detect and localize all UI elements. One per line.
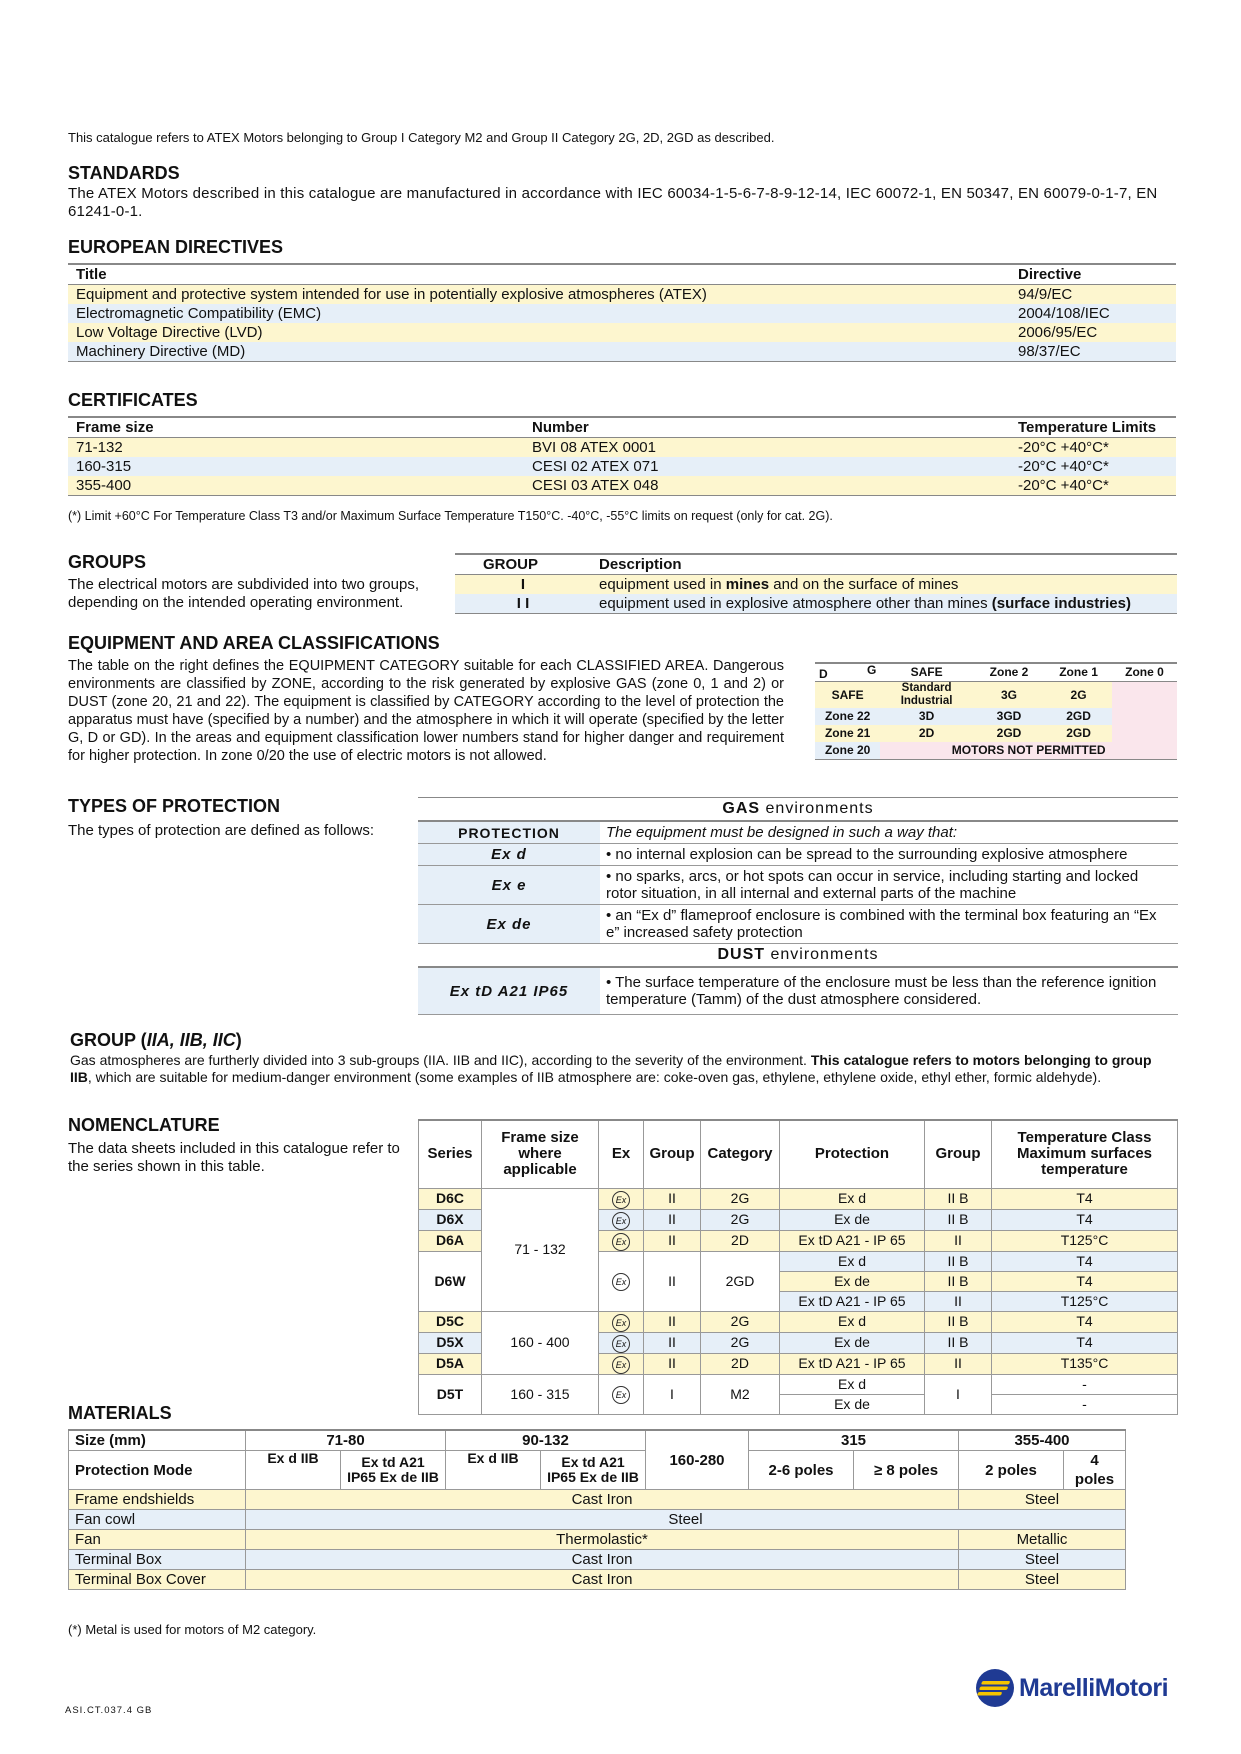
- groups-table-wrap: [455, 553, 1177, 614]
- document-code: ASI.CT.037.4 GB: [65, 1705, 153, 1716]
- intro-text: This catalogue refers to ATEX Motors belonging to Group I Category M2 and Group II Category 2G, 2D, 2GD as described.: [68, 130, 775, 145]
- table-row: 160-315 CESI 02 ATEX 071 -20°C +40°C*: [68, 457, 1176, 476]
- ex-symbol-icon: Ex: [612, 1386, 630, 1404]
- table-row: Low Voltage Directive (LVD) 2006/95/EC: [68, 323, 1176, 342]
- nomenclature-title: NOMENCLATURE: [68, 1115, 220, 1135]
- protection-text: The types of protection are defined as follows:: [68, 822, 375, 839]
- table-row: 355-400 CESI 03 ATEX 048 -20°C +40°C*: [68, 476, 1176, 496]
- table-row: Equipment and protective system intended for use in potentially explosive atmospheres (ATEX) 94/9/EC: [68, 285, 1176, 305]
- ex-symbol-icon: Ex: [612, 1191, 630, 1209]
- ex-symbol-icon: Ex: [612, 1212, 630, 1230]
- table-row: Ex tD A21 IP65 • The surface temperature of the enclosure must be less than the reference ignition temperature (Tamm) of the dust atmosphere considered.: [418, 967, 1178, 1015]
- certificates-table: [68, 416, 1176, 496]
- table-row: Ex e • no sparks, arcs, or hot spots can occur in service, including starting and locked rotor situation, in all internal and external parts of the machine: [418, 866, 1178, 905]
- certificates-table-wrap: [68, 416, 1176, 496]
- table-row: Ex tD A21 - IP 65 II T125°C: [419, 1291, 1178, 1311]
- brand-logo: [975, 1668, 1168, 1708]
- ex-symbol-icon: Ex: [612, 1273, 630, 1291]
- table-row: D5C 160 - 400 Ex II 2G Ex d II B T4: [419, 1311, 1178, 1332]
- directives-header-title: Title: [68, 264, 1010, 285]
- table-row: Terminal Box Cast Iron Steel: [69, 1550, 1126, 1570]
- ex-symbol-icon: Ex: [612, 1314, 630, 1332]
- zone-table: D G SAFE Zone 2 Zone 1 Zone 0 SAFE Standard Industrial 3G 2G Zone 22 3D 3GD 2GD Zone 21 2D 2GD 2GD Zone 20 MOTORS NOT PERMITTED: [815, 662, 1177, 760]
- ex-symbol-icon: Ex: [612, 1233, 630, 1251]
- table-row: Ex de II B T4: [419, 1271, 1178, 1291]
- table-row: D5T 160 - 315 Ex I M2 Ex d I -: [419, 1374, 1178, 1394]
- table-row: D6C 71 - 132 Ex II 2G Ex d II B T4: [419, 1188, 1178, 1209]
- table-row: I I equipment used in explosive atmosphere other than mines (surface industries): [455, 594, 1177, 614]
- ex-symbol-icon: Ex: [612, 1356, 630, 1374]
- subgroup-title: GROUP (IIA, IIB, IIC): [70, 1030, 242, 1050]
- cert-header-frame: Frame size: [68, 417, 524, 438]
- cert-header-temp: Temperature Limits: [1010, 417, 1176, 438]
- table-row: Fan Thermolastic* Metallic: [69, 1530, 1126, 1550]
- table-row: 71-132 BVI 08 ATEX 0001 -20°C +40°C*: [68, 438, 1176, 458]
- certificates-title: CERTIFICATES: [68, 390, 198, 410]
- table-row: Machinery Directive (MD) 98/37/EC: [68, 342, 1176, 362]
- groups-text: The electrical motors are subdivided into two groups, depending on the intended operating environment.: [68, 576, 420, 611]
- groups-header-desc: Description: [591, 554, 1177, 575]
- materials-table-wrap: [68, 1429, 1126, 1590]
- classification-title: EQUIPMENT AND AREA CLASSIFICATIONS: [68, 633, 440, 653]
- table-row: Ex d • no internal explosion can be spread to the surrounding explosive atmosphere: [418, 844, 1178, 866]
- col-intro: The equipment must be designed in such a way that:: [600, 821, 1178, 844]
- table-row: D6X Ex II 2G Ex de II B T4: [419, 1209, 1178, 1230]
- directives-table-wrap: [68, 263, 1176, 362]
- directives-title: EUROPEAN DIRECTIVES: [68, 237, 284, 257]
- table-row: Frame endshields Cast Iron Steel: [69, 1490, 1126, 1510]
- table-row: Ex de • an “Ex d” flameproof enclosure is combined with the terminal box featuring an “Ex e” increased safety protection: [418, 905, 1178, 944]
- brand-name: MarelliMotori: [1019, 1673, 1169, 1702]
- table-row: D5A Ex II 2D Ex tD A21 - IP 65 II T135°C: [419, 1353, 1178, 1374]
- table-row: Terminal Box Cover Cast Iron Steel: [69, 1570, 1126, 1590]
- marelli-logo-icon: [975, 1668, 1015, 1708]
- table-row: Zone 22 3D 3GD 2GD: [815, 708, 1177, 725]
- materials-title: MATERIALS: [68, 1403, 172, 1423]
- table-row: Ex de -: [419, 1394, 1178, 1414]
- groups-table: [455, 553, 1177, 614]
- directives-header-directive: Directive: [1010, 264, 1176, 285]
- nomenclature-table: Series Frame size where applicable Ex Group Category Protection Group Temperature Class Maximum surfaces temperature D6C 71 - 132 Ex II 2G Ex d II B T4 D6X Ex II 2G Ex de II B T4 D6A Ex II 2D Ex tD A21 - IP 65 II T125°C D6W Ex II 2GD Ex d II B T4 Ex de II B T4 Ex tD A21 - IP 65 II T125°C D5C 160 - 400 Ex II 2G Ex d II B T4 D5X Ex II 2G Ex de II B T4 D5A Ex II 2D Ex tD A21 - IP 65 II T135°C D5T 160 - 315 Ex I M2 Ex d I - Ex de -: [418, 1119, 1178, 1415]
- protection-title: TYPES OF PROTECTION: [68, 796, 281, 816]
- subgroup-text: Gas atmospheres are furtherly divided into 3 sub-groups (IIA. IIB and IIC), according to the severity of the environment. This catalogue refers to motors belonging to group IIB, which are suitable for medium-danger environment (some examples of IIB atmosphere are: coke-oven gas, ethylene, ethylene oxide, ethyl ether, formic aldehyde).: [70, 1052, 1152, 1085]
- materials-table: Size (mm) 71-80 90-132 160-280 315 355-400 Protection Mode Ex d IIB Ex td A21 IP65 Ex de IIB Ex d IIB Ex td A21 IP65 Ex de IIB 2-6 poles ≥ 8 poles 2 poles 4 poles Frame endshields Cast Iron Steel Fan cowl Steel Fan Thermolastic* Metallic Terminal Box Cast Iron Steel Terminal Box Cover Cast Iron Steel: [68, 1429, 1126, 1590]
- table-row: D6A Ex II 2D Ex tD A21 - IP 65 II T125°C: [419, 1230, 1178, 1251]
- protection-table-wrap: [418, 797, 1178, 1015]
- col-protection: PROTECTION: [418, 821, 600, 844]
- table-row: SAFE Standard Industrial 3G 2G: [815, 682, 1177, 709]
- ex-symbol-icon: Ex: [612, 1335, 630, 1353]
- protection-table: GAS environments PROTECTION The equipment must be designed in such a way that: Ex d • no internal explosion can be spread to the surrounding explosive atmosphere Ex e • no sparks, arcs, or hot spots can occur in service, including starting and locked rotor situation, in all internal and external parts of the machine Ex de • an “Ex d” flameproof enclosure is combined with the terminal box featuring an “Ex e” increased safety protection DUST environments Ex tD A21 IP65 • The surface temperature of the enclosure must be less than the reference ignition temperature (Tamm) of the dust atmosphere considered.: [418, 797, 1178, 1015]
- cert-header-number: Number: [524, 417, 1010, 438]
- materials-note: (*) Metal is used for motors of M2 category.: [68, 1622, 317, 1637]
- zone-table-wrap: [815, 662, 1177, 760]
- table-row: I equipment used in mines and on the surface of mines: [455, 575, 1177, 595]
- groups-title: GROUPS: [68, 552, 147, 572]
- table-row: D5X Ex II 2G Ex de II B T4: [419, 1332, 1178, 1353]
- groups-header-group: GROUP: [455, 554, 591, 575]
- nomenclature-table-wrap: [418, 1119, 1178, 1415]
- certificates-note: (*) Limit +60°C For Temperature Class T3 and/or Maximum Surface Temperature T150°C. -40°C, -55°C limits on request (only for cat. 2G).: [68, 509, 833, 523]
- table-row: Electromagnetic Compatibility (EMC) 2004/108/IEC: [68, 304, 1176, 323]
- table-row: D6W Ex II 2GD Ex d II B T4: [419, 1251, 1178, 1271]
- nomenclature-text: The data sheets included in this catalogue refer to the series shown in this table.: [68, 1140, 400, 1175]
- directives-table: [68, 263, 1176, 362]
- table-row: Fan cowl Steel: [69, 1510, 1126, 1530]
- standards-text: The ATEX Motors described in this catalogue are manufactured in accordance with IEC 60034-1-5-6-7-8-9-12-14, IEC 60072-1, EN 50347, EN 60079-0-1-7, EN 61241-0-1.: [68, 185, 1158, 220]
- classification-text: The table on the right defines the EQUIPMENT CATEGORY suitable for each CLASSIFIED AREA. Dangerous environments are classified by ZONE, according to the risk generated by explosive GAS (zone 0, 1 and 2) or DUST (zone 20, 21 and 22). The equipment is classified by CATEGORY according to the level of protection the apparatus must have (specified by a number) and the atmosphere in which it will operate (specified by the letter G, D or GD). In the areas and equipment classification lower numbers stand for higher danger and requirement for higher protection. In zone 0/20 the use of electric motors is not allowed.: [68, 658, 784, 764]
- table-row: Zone 20 MOTORS NOT PERMITTED: [815, 742, 1177, 760]
- table-row: Zone 21 2D 2GD 2GD: [815, 725, 1177, 742]
- standards-title: STANDARDS: [68, 163, 180, 183]
